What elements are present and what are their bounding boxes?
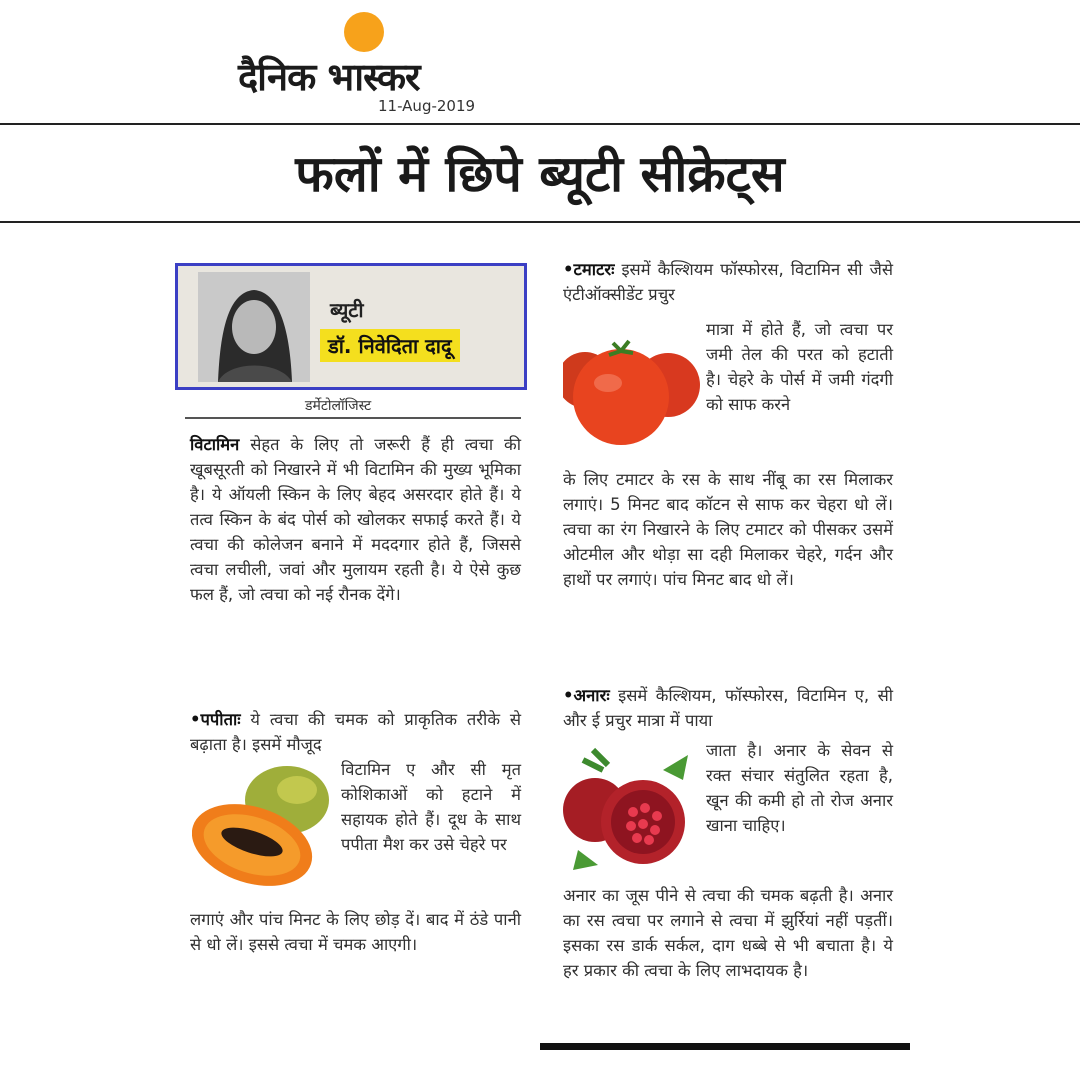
tomato-tail-text: के लिए टमाटर के रस के साथ नींबू का रस मिलाकर लगाएं। 5 मिनट बाद कॉटन से साफ कर चेहरा धो लें। त्वचा का रंग निखारने के लिए टमाटर को पीसकर उसमें ओटमील और थोड़ा सा दही मिलाकर चेहरे, गर्दन और हाथों पर लगाएं। पांच मिनट बाद धो लें। xyxy=(563,470,893,589)
tomato-wrap-text: मात्रा में होते हैं, जो त्वचा पर जमी तेल की परत को हटाती है। चेहरे के पोर्स में जमी गंदगी को साफ करने xyxy=(706,320,893,414)
pomegranate-heading: •अनारः xyxy=(563,686,610,705)
pomegranate-image xyxy=(563,740,700,875)
papaya-section xyxy=(190,707,521,757)
intro-text: सेहत के लिए तो जरूरी हैं ही त्वचा की खूबसूरती को निखारने में भी विटामिन की मुख्य भूमिका है। ये ऑयली स्किन के लिए बेहद असरदार होते हैं। ये तत्व स्किन के बंद पोर्स को खोलकर सफाई करते हैं। ये त्वचा की कोलेजन बनाने में मददगार होते हैं, जिससे त्वचा लचीली, जवां और मुलायम रहती है। ये ऐसे कुछ फल हैं, जो त्वचा को नई रौनक देंगे। xyxy=(190,435,521,604)
bottom-rule xyxy=(540,1043,910,1050)
author-role: डर्मेटोलॉजिस्ट xyxy=(305,398,372,414)
tomato-image xyxy=(563,325,700,455)
tomato-lead-text: इसमें कैल्शियम फॉस्फोरस, विटामिन सी जैसे एंटीऑक्सीडेंट प्रचुर xyxy=(563,260,893,304)
papaya-heading: •पपीताः xyxy=(190,710,241,729)
papaya-lead-text: ये त्वचा की चमक को प्राकृतिक तरीके से बढ़ाता है। इसमें मौजूद xyxy=(190,710,521,754)
author-category: ब्यूटी xyxy=(330,298,364,322)
headline: फलों में छिपे ब्यूटी सीक्रेट्स xyxy=(295,145,785,203)
author-photo xyxy=(198,272,310,382)
pomegranate-lead-text: इसमें कैल्शियम, फॉस्फोरस, विटामिन ए, सी और ई प्रचुर मात्रा में पाया xyxy=(563,686,893,730)
papaya-wrap-text: विटामिन ए और सी मृत कोशिकाओं को हटाने में सहायक होते हैं। दूध के साथ पपीता मैश कर उसे चेहरे पर xyxy=(341,760,521,854)
headline-rule xyxy=(0,221,1080,223)
author-box xyxy=(175,263,527,390)
masthead-name: दैनिक भास्कर xyxy=(238,55,420,99)
tomato-heading: •टमाटरः xyxy=(563,260,615,279)
papaya-tail-text: लगाएं और पांच मिनट के लिए छोड़ दें। बाद में ठंडे पानी से धो लें। इससे त्वचा में चमक आएगी। xyxy=(190,910,521,954)
author-role-rule xyxy=(185,417,521,419)
pomegranate-tail-text: अनार का जूस पीने से त्वचा की चमक बढ़ती है। अनार का रस त्वचा पर लगाने से त्वचा में झुर्रियां नहीं पड़तीं। इसका रस डार्क सर्कल, दाग धब्बे से भी बचाता है। ये हर प्रकार की त्वचा के लिए लाभदायक है। xyxy=(563,886,893,980)
pomegranate-wrap-text: जाता है। अनार के सेवन से रक्त संचार संतुलित रहता है, खून की कमी हो तो रोज अनार खाना चाहिए। xyxy=(706,741,893,835)
top-rule xyxy=(0,123,1080,125)
papaya-image xyxy=(192,760,332,895)
intro-lead-word: विटामिन xyxy=(190,435,240,454)
intro-paragraph xyxy=(190,432,521,607)
tomato-section xyxy=(563,257,893,307)
masthead-sun-logo xyxy=(344,12,384,52)
author-name: डॉ. निवेदिता दादू xyxy=(320,329,460,362)
publication-date: 11-Aug-2019 xyxy=(378,97,476,115)
pomegranate-section xyxy=(563,683,893,733)
